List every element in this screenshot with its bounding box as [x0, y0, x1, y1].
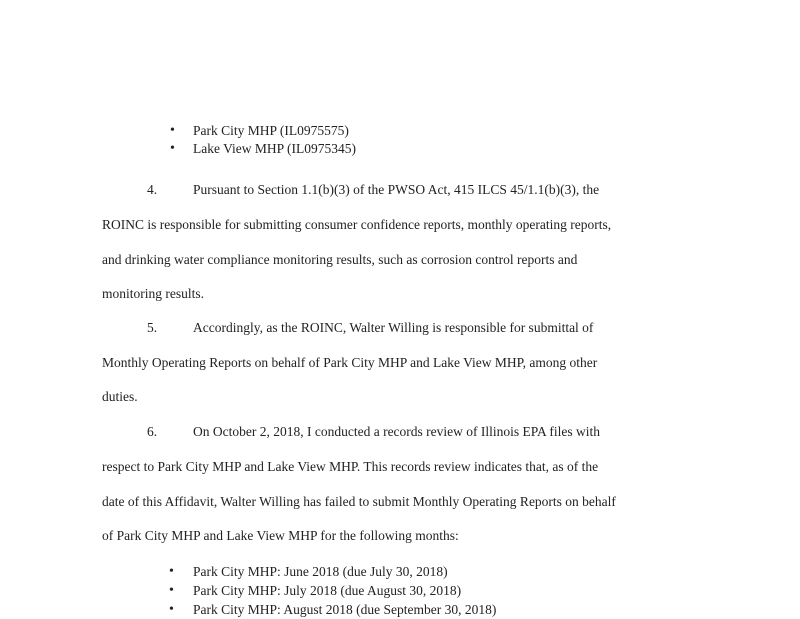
list-item-text: Park City MHP (IL0975575): [193, 123, 349, 138]
paragraph-number: 6.: [147, 424, 158, 439]
list-item-text: Park City MHP: August 2018 (due September 30, 2018): [193, 602, 497, 617]
paragraph-line: monitoring results.: [102, 286, 204, 301]
list-item: [0, 140, 356, 158]
bullet-icon: •: [169, 583, 174, 598]
list-item-text: Lake View MHP (IL0975345): [193, 141, 357, 156]
bullet-icon: •: [169, 602, 174, 617]
paragraph-line: duties.: [102, 389, 138, 404]
list-item: [0, 600, 496, 619]
paragraph-line: and drinking water compliance monitoring results, such as corrosion control reports and: [102, 252, 578, 267]
paragraph-line: of Park City MHP and Lake View MHP for the following months:: [102, 528, 459, 543]
paragraph-number: 5.: [147, 320, 158, 335]
paragraph-line: ROINC is responsible for submitting consumer confidence reports, monthly operating reports,: [102, 217, 612, 232]
bullet-icon: •: [169, 564, 174, 579]
list-item: [0, 562, 496, 581]
facility-bullet-list: [0, 122, 356, 158]
paragraph-number: 4.: [147, 182, 158, 197]
paragraph-line: date of this Affidavit, Walter Willing has failed to submit Monthly Operating Reports on behalf: [102, 494, 616, 509]
bullet-icon: •: [170, 123, 175, 138]
missing-reports-bullet-list: [0, 562, 496, 619]
list-item: [0, 581, 496, 600]
paragraph-line: Pursuant to Section 1.1(b)(3) of the PWSO Act, 415 ILCS 45/1.1(b)(3), the: [193, 182, 600, 197]
paragraph-line: respect to Park City MHP and Lake View MHP. This records review indicates that, as of the: [102, 459, 599, 474]
bullet-icon: •: [170, 141, 175, 156]
paragraph-line: Accordingly, as the ROINC, Walter Willing is responsible for submittal of: [193, 320, 594, 335]
paragraph-line: Monthly Operating Reports on behalf of Park City MHP and Lake View MHP, among other: [102, 355, 598, 370]
list-item: [0, 122, 356, 140]
list-item-text: Park City MHP: July 2018 (due August 30, 2018): [193, 583, 462, 598]
paragraph-line: On October 2, 2018, I conducted a records review of Illinois EPA files with: [193, 424, 601, 439]
list-item-text: Park City MHP: June 2018 (due July 30, 2018): [193, 564, 448, 579]
